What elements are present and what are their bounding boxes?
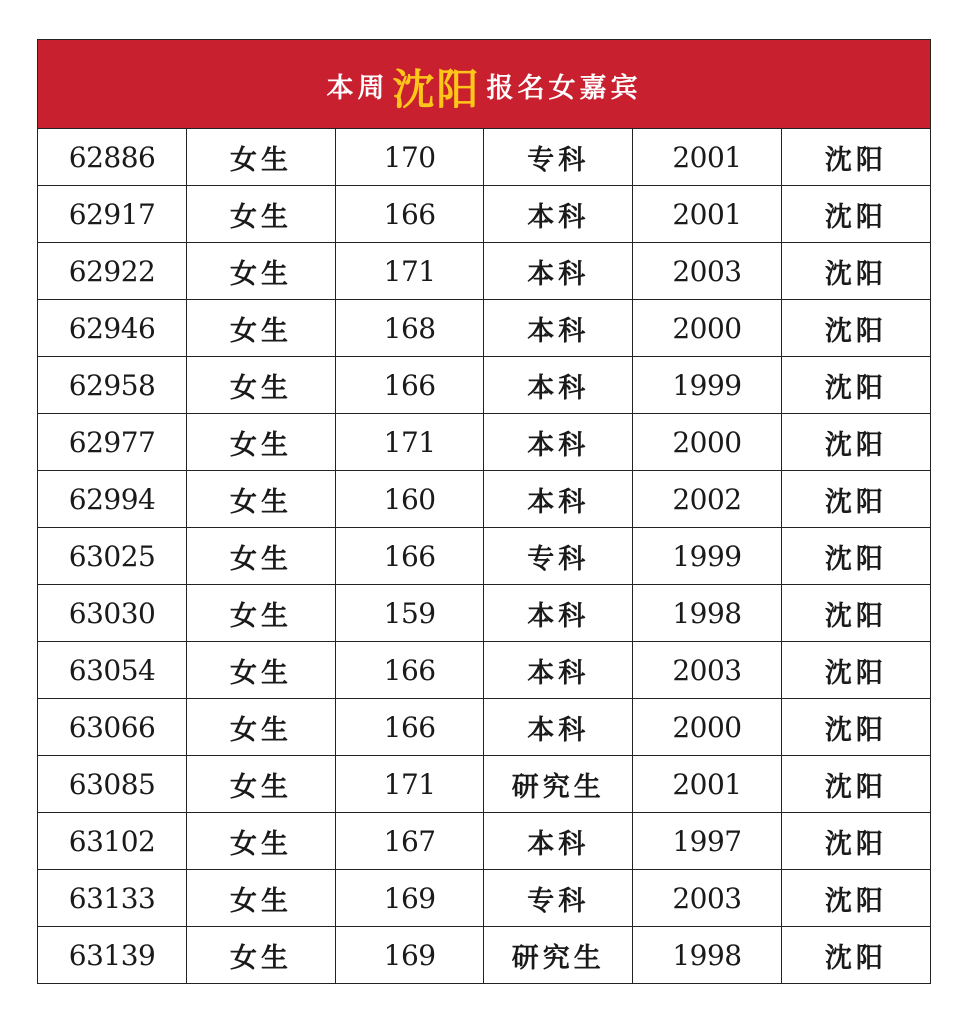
table-row bbox=[38, 813, 930, 870]
id-cell: 62977 bbox=[38, 414, 187, 471]
city-cell: 沈阳 bbox=[781, 699, 930, 756]
birth-year-cell: 1998 bbox=[633, 585, 782, 642]
education-cell: 本科 bbox=[484, 414, 633, 471]
table-row bbox=[38, 357, 930, 414]
height-cell: 160 bbox=[335, 471, 484, 528]
gender-cell: 女生 bbox=[187, 243, 336, 300]
education-cell: 本科 bbox=[484, 471, 633, 528]
height-cell: 166 bbox=[335, 357, 484, 414]
id-cell: 62922 bbox=[38, 243, 187, 300]
table-row bbox=[38, 756, 930, 813]
city-cell: 沈阳 bbox=[781, 471, 930, 528]
education-cell: 本科 bbox=[484, 186, 633, 243]
title-prefix: 本周 bbox=[326, 72, 389, 104]
gender-cell: 女生 bbox=[187, 642, 336, 699]
id-cell: 63025 bbox=[38, 528, 187, 585]
education-cell: 研究生 bbox=[484, 756, 633, 813]
banner-title bbox=[326, 64, 642, 114]
city-cell: 沈阳 bbox=[781, 756, 930, 813]
birth-year-cell: 2003 bbox=[633, 243, 782, 300]
table-row bbox=[38, 414, 930, 471]
id-cell: 63085 bbox=[38, 756, 187, 813]
gender-cell: 女生 bbox=[187, 870, 336, 927]
height-cell: 169 bbox=[335, 927, 484, 984]
city-cell: 沈阳 bbox=[781, 414, 930, 471]
education-cell: 本科 bbox=[484, 357, 633, 414]
height-cell: 166 bbox=[335, 528, 484, 585]
height-cell: 166 bbox=[335, 186, 484, 243]
id-cell: 62946 bbox=[38, 300, 187, 357]
table-row bbox=[38, 300, 930, 357]
id-cell: 62958 bbox=[38, 357, 187, 414]
id-cell: 62994 bbox=[38, 471, 187, 528]
gender-cell: 女生 bbox=[187, 813, 336, 870]
height-cell: 171 bbox=[335, 243, 484, 300]
table-row bbox=[38, 699, 930, 756]
education-cell: 本科 bbox=[484, 699, 633, 756]
applicants-sheet bbox=[37, 39, 931, 984]
birth-year-cell: 2001 bbox=[633, 186, 782, 243]
gender-cell: 女生 bbox=[187, 699, 336, 756]
education-cell: 本科 bbox=[484, 813, 633, 870]
id-cell: 63139 bbox=[38, 927, 187, 984]
height-cell: 168 bbox=[335, 300, 484, 357]
education-cell: 专科 bbox=[484, 129, 633, 186]
gender-cell: 女生 bbox=[187, 585, 336, 642]
gender-cell: 女生 bbox=[187, 756, 336, 813]
title-banner bbox=[38, 40, 930, 129]
education-cell: 本科 bbox=[484, 243, 633, 300]
city-cell: 沈阳 bbox=[781, 813, 930, 870]
birth-year-cell: 2000 bbox=[633, 414, 782, 471]
gender-cell: 女生 bbox=[187, 927, 336, 984]
gender-cell: 女生 bbox=[187, 528, 336, 585]
city-cell: 沈阳 bbox=[781, 642, 930, 699]
birth-year-cell: 2000 bbox=[633, 699, 782, 756]
table-row bbox=[38, 471, 930, 528]
gender-cell: 女生 bbox=[187, 357, 336, 414]
height-cell: 166 bbox=[335, 699, 484, 756]
table-row bbox=[38, 585, 930, 642]
education-cell: 本科 bbox=[484, 300, 633, 357]
city-cell: 沈阳 bbox=[824, 942, 887, 974]
id-cell: 62917 bbox=[38, 186, 187, 243]
gender-cell: 女生 bbox=[187, 471, 336, 528]
id-cell: 63054 bbox=[38, 642, 187, 699]
title-suffix: 报名女嘉宾 bbox=[486, 72, 642, 104]
birth-year-cell: 1997 bbox=[633, 813, 782, 870]
height-cell: 171 bbox=[335, 414, 484, 471]
height-cell: 169 bbox=[335, 870, 484, 927]
table-row bbox=[38, 870, 930, 927]
birth-year-cell: 2001 bbox=[633, 756, 782, 813]
id-cell: 63030 bbox=[38, 585, 187, 642]
table-row bbox=[38, 642, 930, 699]
height-cell: 166 bbox=[335, 642, 484, 699]
city-cell: 沈阳 bbox=[781, 129, 930, 186]
city-cell: 沈阳 bbox=[781, 243, 930, 300]
height-cell: 171 bbox=[335, 756, 484, 813]
table-row bbox=[38, 528, 930, 585]
education-cell: 研究生 bbox=[484, 927, 633, 984]
table-body bbox=[38, 129, 930, 983]
id-cell: 63102 bbox=[38, 813, 187, 870]
birth-year-cell: 1999 bbox=[633, 528, 782, 585]
city-cell: 沈阳 bbox=[781, 357, 930, 414]
title-city: 沈阳 bbox=[392, 64, 481, 114]
height-cell: 167 bbox=[335, 813, 484, 870]
birth-year-cell: 1998 bbox=[633, 927, 782, 984]
education-cell: 专科 bbox=[484, 870, 633, 927]
table-row bbox=[38, 186, 930, 243]
birth-year-cell: 2003 bbox=[633, 870, 782, 927]
id-cell: 63133 bbox=[38, 870, 187, 927]
city-cell: 沈阳 bbox=[781, 870, 930, 927]
city-cell: 沈阳 bbox=[781, 585, 930, 642]
city-cell: 沈阳 bbox=[781, 300, 930, 357]
applicants-table bbox=[38, 129, 930, 983]
education-cell: 本科 bbox=[484, 585, 633, 642]
birth-year-cell: 2002 bbox=[633, 471, 782, 528]
gender-cell: 女生 bbox=[187, 414, 336, 471]
table-row bbox=[38, 129, 930, 186]
birth-year-cell: 2000 bbox=[633, 300, 782, 357]
education-cell: 专科 bbox=[484, 528, 633, 585]
id-cell: 63066 bbox=[38, 699, 187, 756]
birth-year-cell: 1999 bbox=[633, 357, 782, 414]
table-row bbox=[38, 243, 930, 300]
city-cell: 沈阳 bbox=[781, 528, 930, 585]
gender-cell: 女生 bbox=[187, 129, 336, 186]
city-cell: 沈阳 bbox=[781, 186, 930, 243]
gender-cell: 女生 bbox=[187, 300, 336, 357]
height-cell: 159 bbox=[335, 585, 484, 642]
gender-cell: 女生 bbox=[187, 186, 336, 243]
birth-year-cell: 2003 bbox=[633, 642, 782, 699]
id-cell: 62886 bbox=[38, 129, 187, 186]
height-cell: 170 bbox=[335, 129, 484, 186]
table-row bbox=[38, 927, 930, 984]
education-cell: 本科 bbox=[484, 642, 633, 699]
birth-year-cell: 2001 bbox=[633, 129, 782, 186]
